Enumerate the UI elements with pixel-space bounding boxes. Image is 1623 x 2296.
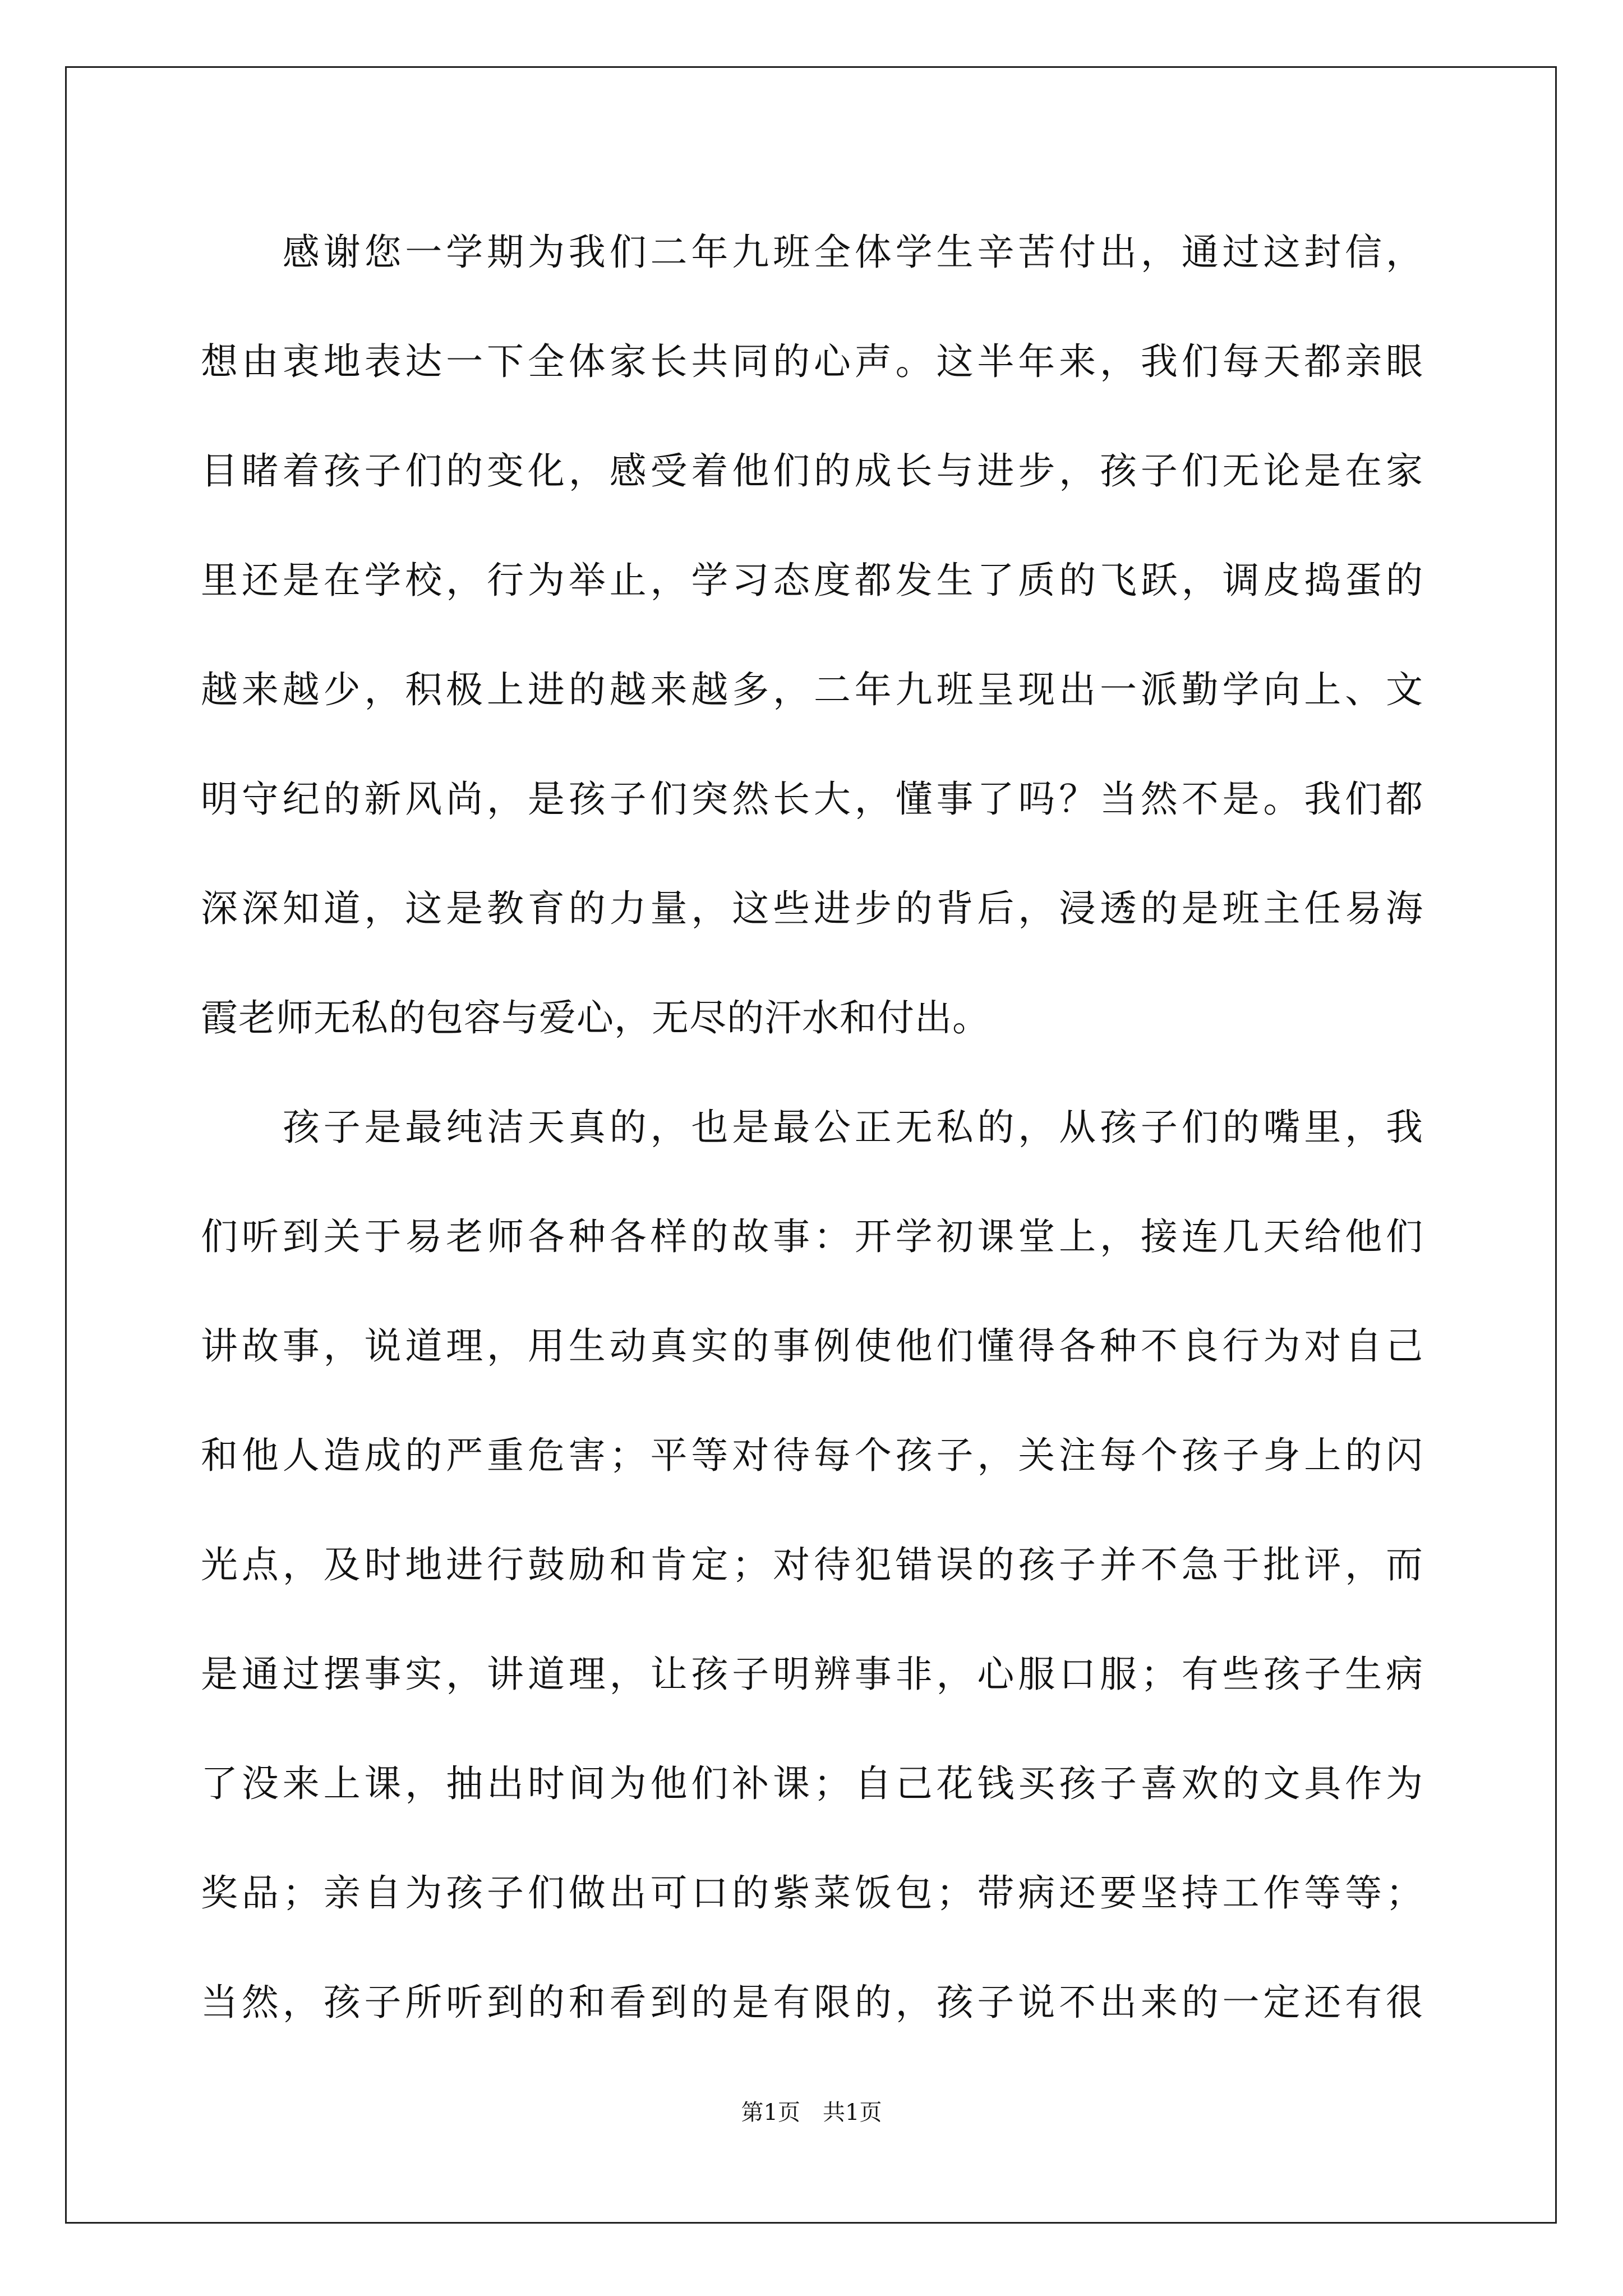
text-line: 明守纪的新风尚，是孩子们突然长大，懂事了吗？当然不是。我们都 xyxy=(201,777,1423,821)
text-line: 里还是在学校，行为举止，学习态度都发生了质的飞跃，调皮捣蛋的 xyxy=(201,559,1423,602)
text-line: 孩子是最纯洁天真的，也是最公正无私的，从孩子们的嘴里，我 xyxy=(201,1106,1423,1149)
text-line: 想由衷地表达一下全体家长共同的心声。这半年来，我们每天都亲眼 xyxy=(201,340,1423,383)
text-line: 目睹着孩子们的变化，感受着他们的成长与进步，孩子们无论是在家 xyxy=(201,449,1423,493)
text-line: 当然，孩子所听到的和看到的是有限的，孩子说不出来的一定还有很 xyxy=(201,1981,1423,2024)
text-line: 霞老师无私的包容与爱心，无尽的汗水和付出。 xyxy=(201,996,990,1039)
text-line: 光点，及时地进行鼓励和肯定；对待犯错误的孩子并不急于批评，而 xyxy=(201,1543,1423,1586)
page-number-footer: 第1页 共1页 xyxy=(741,2100,882,2125)
text-line: 深深知道，这是教育的力量，这些进步的背后，浸透的是班主任易海 xyxy=(201,887,1423,930)
text-line: 和他人造成的严重危害；平等对待每个孩子，关注每个孩子身上的闪 xyxy=(201,1434,1423,1477)
text-line: 了没来上课，抽出时间为他们补课；自己花钱买孩子喜欢的文具作为 xyxy=(201,1762,1423,1805)
document-body xyxy=(201,197,1423,2057)
text-line: 们听到关于易老师各种各样的故事：开学初课堂上，接连几天给他们 xyxy=(201,1215,1423,1258)
text-line: 越来越少，积极上进的越来越多，二年九班呈现出一派勤学向上、文 xyxy=(201,668,1423,711)
text-line: 讲故事，说道理，用生动真实的事例使他们懂得各种不良行为对自己 xyxy=(201,1324,1423,1368)
text-line: 奖品；亲自为孩子们做出可口的紫菜饭包；带病还要坚持工作等等； xyxy=(201,1871,1423,1915)
text-line: 感谢您一学期为我们二年九班全体学生辛苦付出，通过这封信， xyxy=(201,231,1423,274)
text-line: 是通过摆事实，讲道理，让孩子明辨事非，心服口服；有些孩子生病 xyxy=(201,1653,1423,1696)
